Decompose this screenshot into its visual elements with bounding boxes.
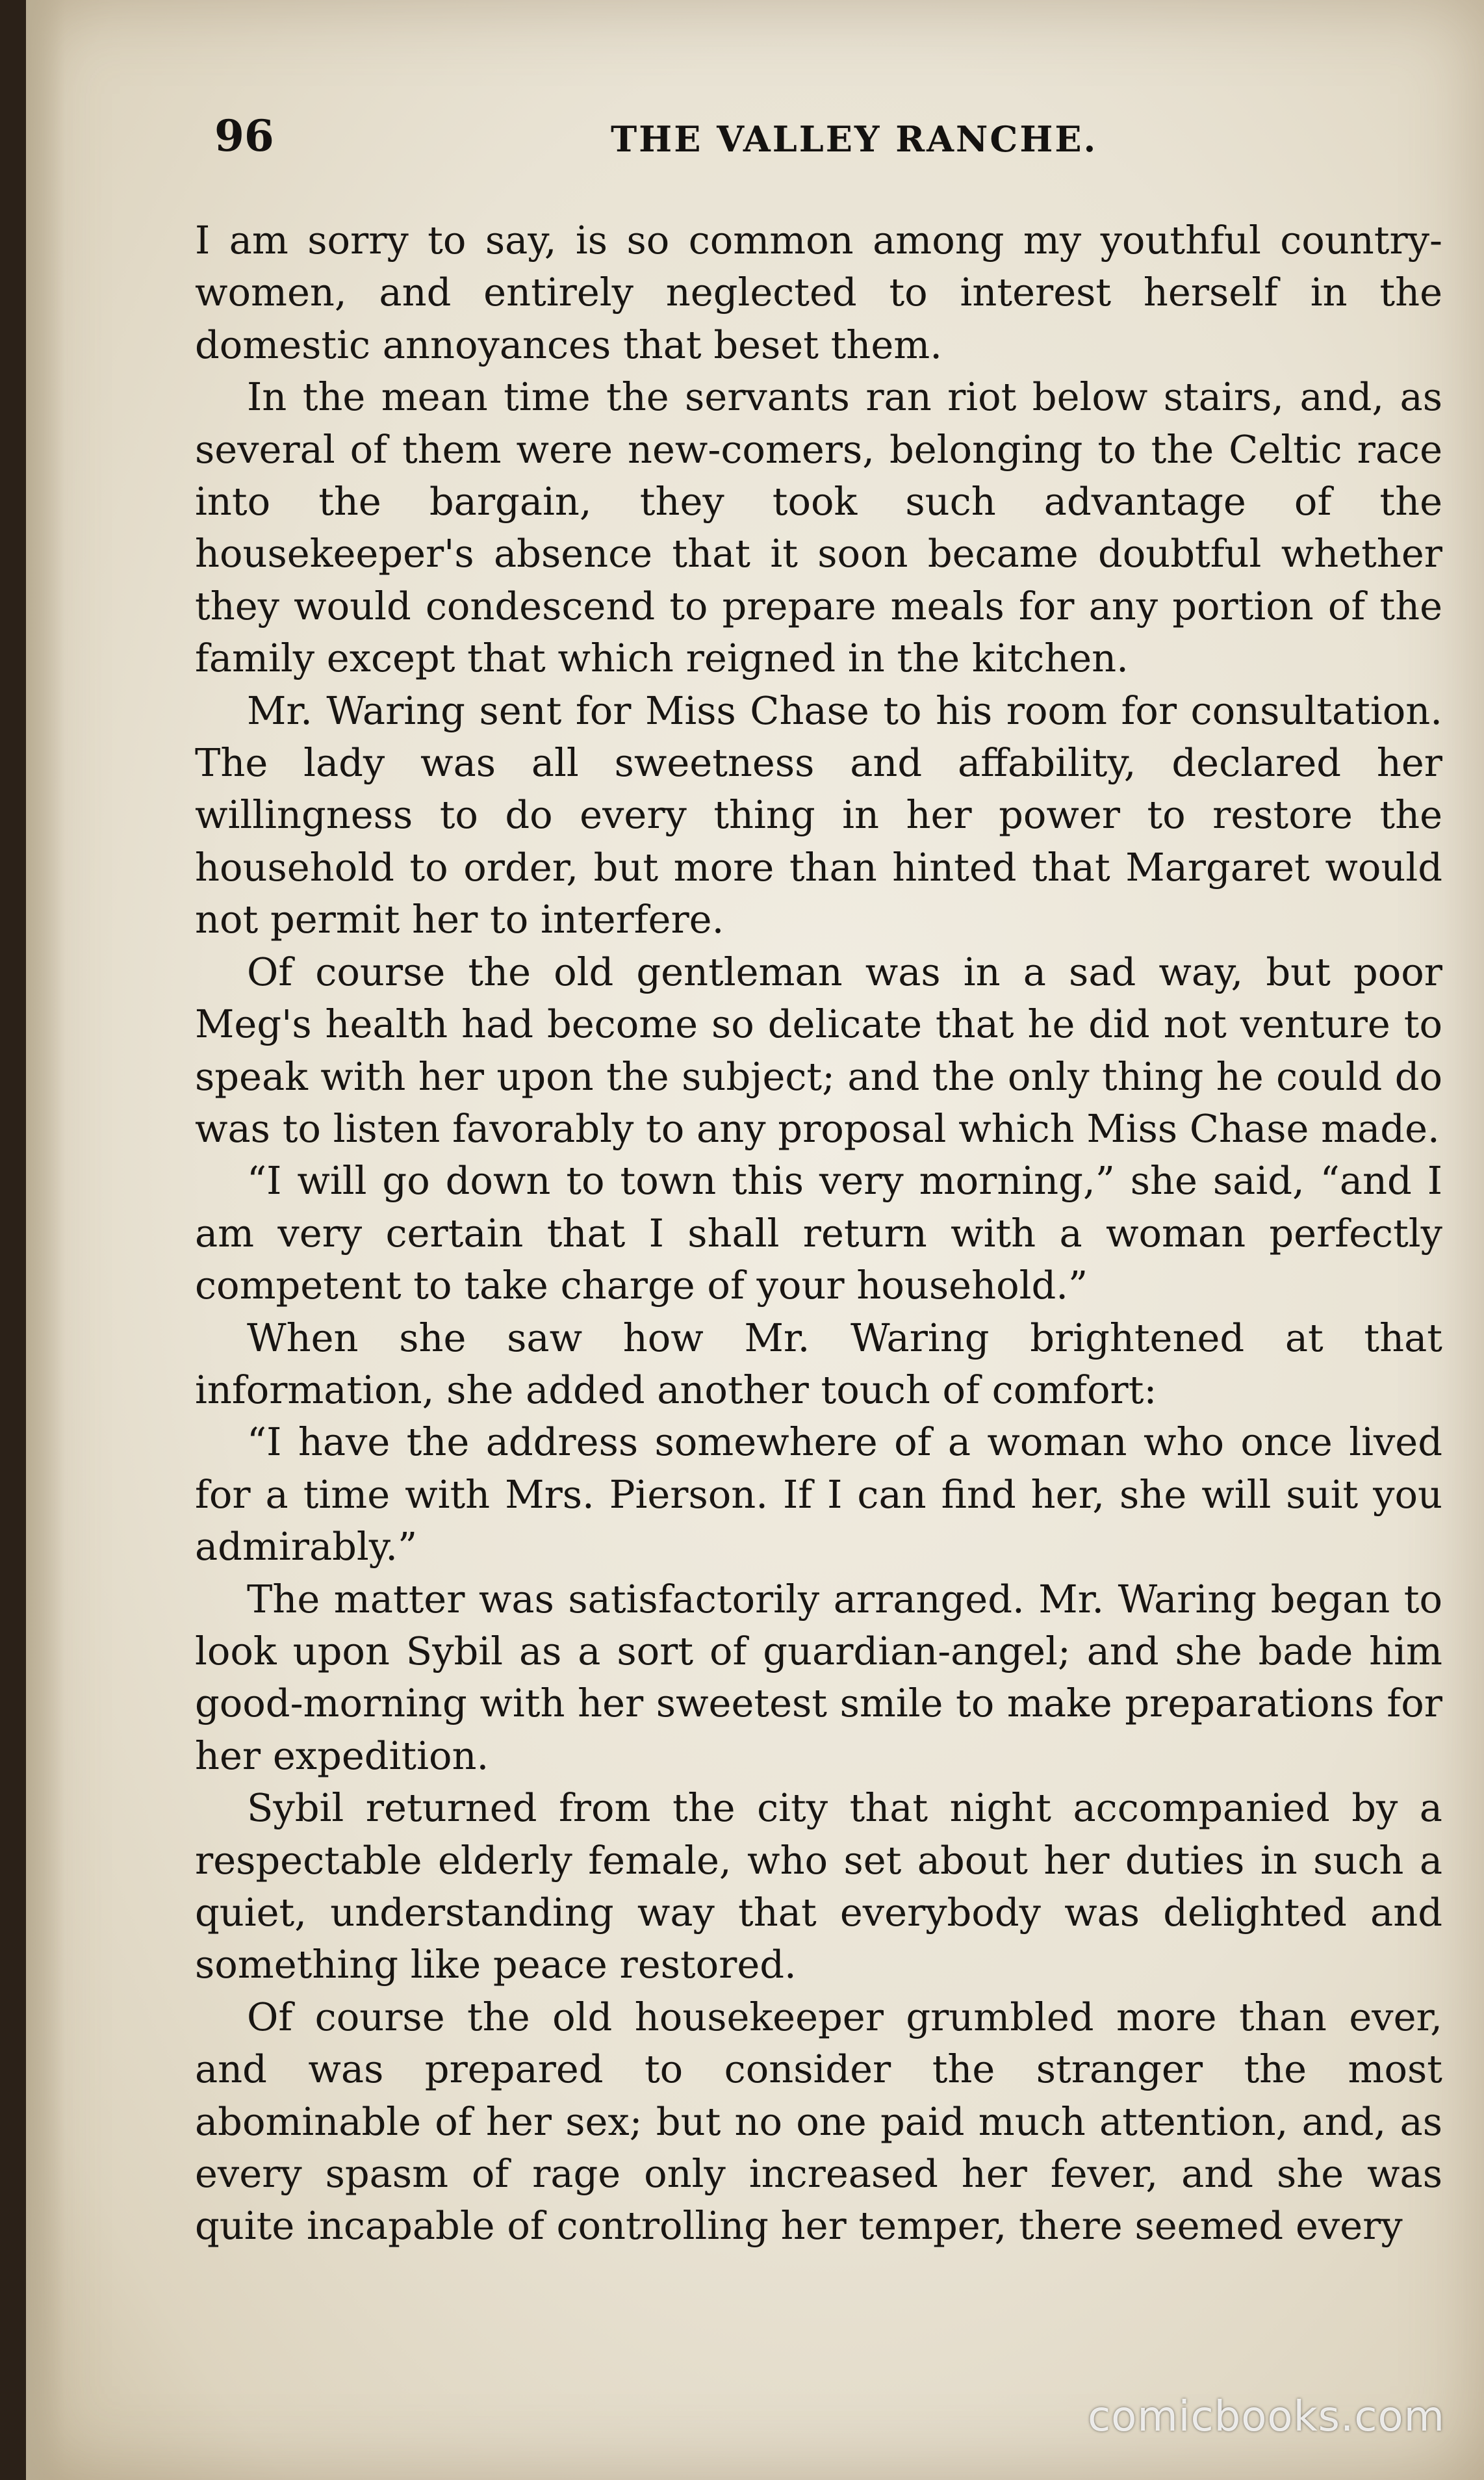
paragraph: In the mean time the servants ran riot below stairs, and, as several of them were new-comers, belonging to the Celtic race into the bargain, they took such advantage of the housekeeper's absence that it soon became doubtful whether they would condescend to prepare meals for any portion of the family except that which reigned in the kitchen. [195,374,1442,681]
paragraph: Of course the old gentleman was in a sad way, but poor Meg's health had become so delicate that he did not venture to speak with her upon the subject; and the only thing he could do was to listen favorably to any proposal which Miss Chase made. [195,949,1442,1151]
site-watermark: comicbooks.com [1087,2393,1445,2441]
body-text [195,214,1442,2253]
paragraph: Of course the old housekeeper grumbled more than ever, and was prepared to consider the stranger the most abominable of her sex; but no one paid much attention, and, as every spasm of rage only increased her fever, and she was quite incapable of controlling her temper, there seemed every [195,1994,1442,2249]
page-number: 96 [214,110,274,161]
book-page [26,0,1484,2480]
paragraph: Sybil returned from the city that night accompanied by a respectable elderly female, who set about her duties in such a quiet, understanding way that everybody was delighted and something like peace restored. [195,1785,1442,1987]
page-header [182,110,1416,188]
page-gutter-shadow [26,0,65,2480]
paragraph: “I will go down to town this very morning,” she said, “and I am very certain that I shall return with a woman perfectly competent to take charge of your household.” [195,1158,1442,1308]
running-title: THE VALLEY RANCHE. [611,118,1098,160]
paragraph: I am sorry to say, is so common among my youthful country-women, and entirely neglected to interest herself in the domestic annoyances that beset them. [195,218,1442,367]
paragraph: When she saw how Mr. Waring brightened at that information, she added another touch of comfort: [195,1315,1442,1412]
paragraph: “I have the address somewhere of a woman who once lived for a time with Mrs. Pierson. If I can find her, she will suit you admirably.” [195,1419,1442,1569]
paragraph: The matter was satisfactorily arranged. Mr. Waring began to look upon Sybil as a sort of guardian-angel; and she bade him good-morning with her sweetest smile to make preparations for her expedition. [195,1576,1442,1778]
paragraph: Mr. Waring sent for Miss Chase to his room for consultation. The lady was all sweetness and affability, declared her willingness to do every thing in her power to restore the household to order, but more than hinted that Margaret would not permit her to interfere. [195,688,1442,942]
